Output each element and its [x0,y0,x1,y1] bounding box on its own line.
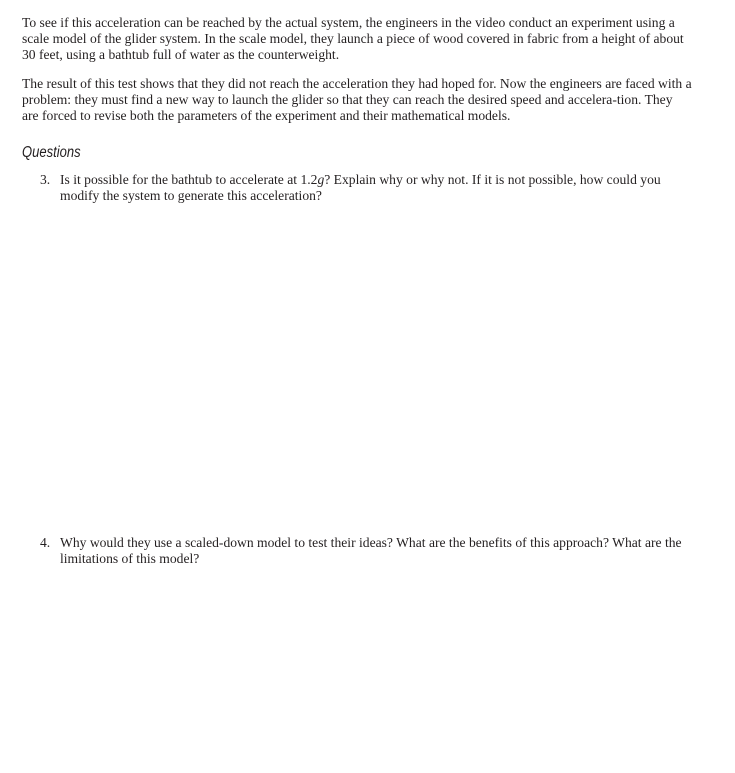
question-4 [40,535,690,567]
question-4-number: 4. [40,535,51,550]
question-4-answer-space[interactable] [40,572,690,762]
intro-paragraph-2: The result of this test shows that they did not reach the acceleration they had hoped for. Now the engineers are faced with a problem: they must find a new way to launch the glider so that they can reach the desired speed and accelera-tion. They are forced to revise both the parameters of the experiment and their mathematical models. [22,76,692,123]
question-3-variable-g: g [317,172,325,187]
question-3-number: 3. [40,172,51,187]
question-3-text [60,172,690,204]
intro-paragraph-1: To see if this acceleration can be reached by the actual system, the engineers in the video conduct an experiment using a scale model of the glider system. In the scale model, they launch a piece of wood covered in fabric from a height of about 30 feet, using a bathtub full of water as the counterweight. [22,15,684,62]
question-3 [40,172,690,204]
question-3-text-part-1: Is it possible for the bathtub to accelerate at 1.2 [60,172,318,187]
question-3-text-part-2: ? Explain why or why not. If it is not possible, how could you modify the system to generate this acceleration? [60,172,661,203]
questions-heading: Questions [22,144,81,161]
question-4-text: Why would they use a scaled-down model to test their ideas? What are the benefits of this approach? What are the limitations of this model? [60,535,682,566]
question-3-answer-space[interactable] [40,208,690,528]
